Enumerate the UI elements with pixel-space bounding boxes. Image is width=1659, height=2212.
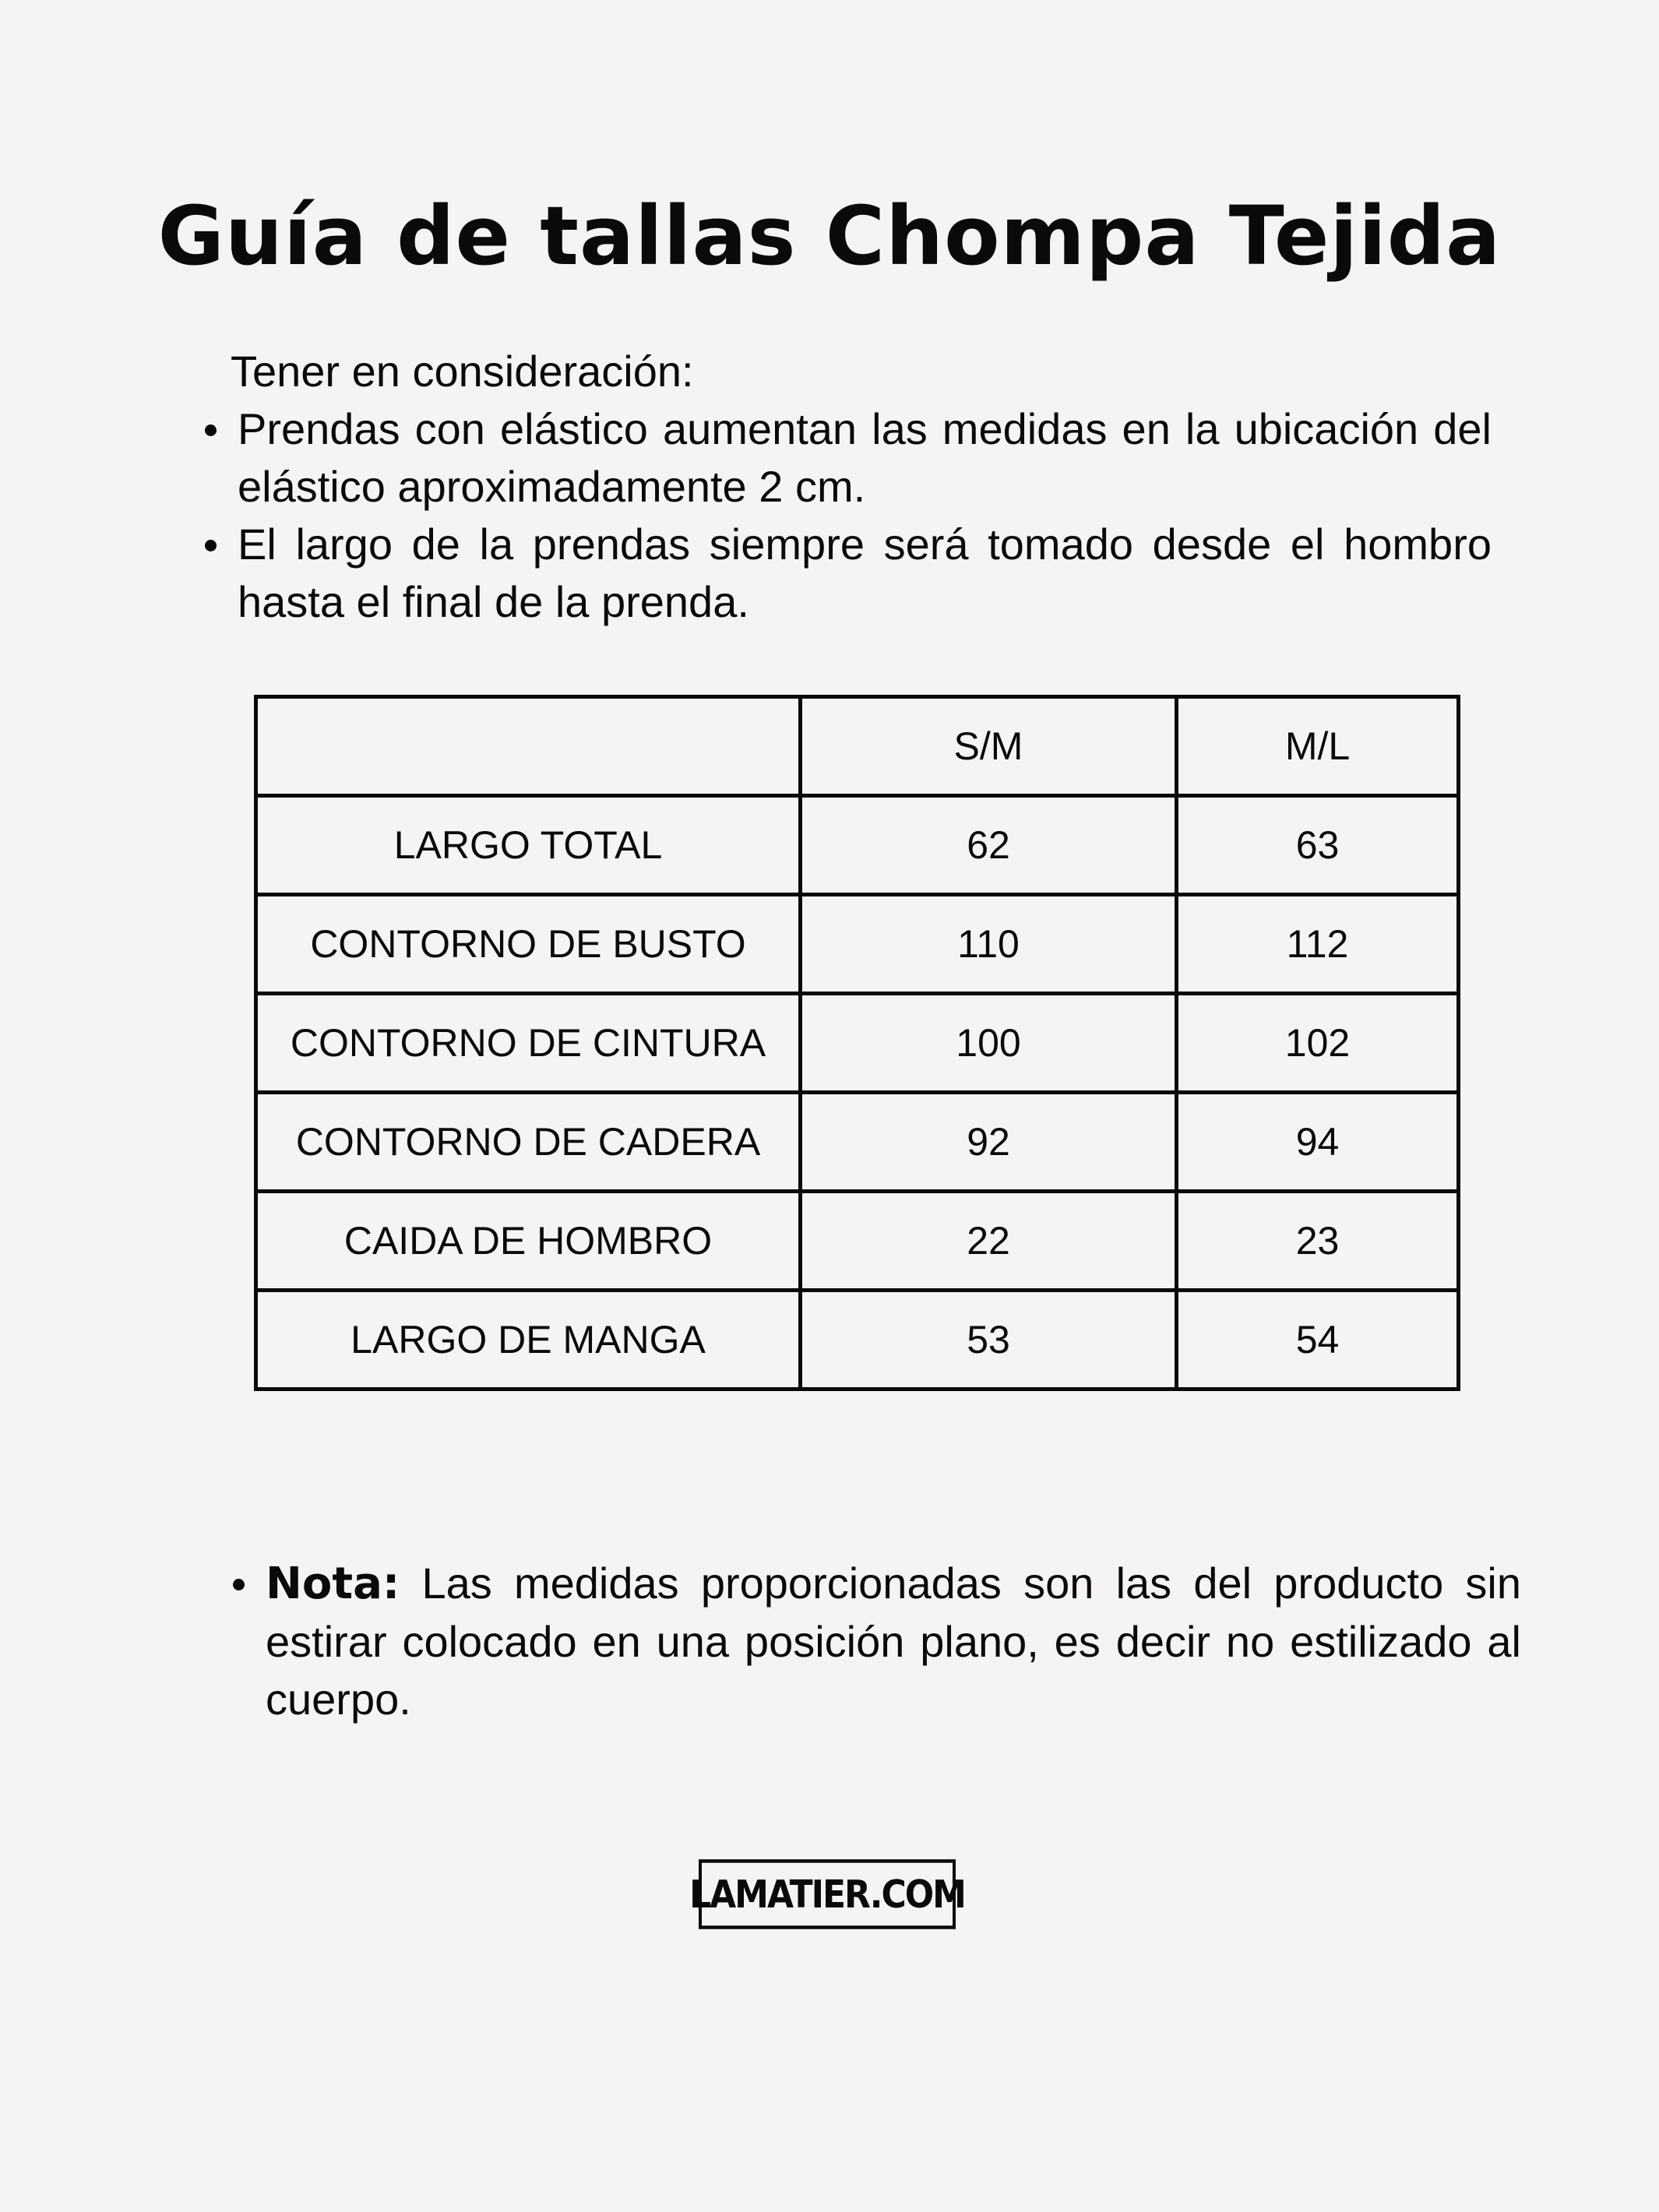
table-row: [256, 1192, 1459, 1291]
note-paragraph: [266, 1555, 1521, 1728]
size-table: [254, 695, 1460, 1391]
table-cell-measure: CAIDA DE HOMBRO: [256, 1192, 801, 1291]
list-item: Prendas con elástico aumentan las medidas en la ubicación del elástico aproximadamente 2 cm.: [238, 400, 1492, 516]
considerations-list: [238, 400, 1492, 631]
table-header-cell: S/M: [801, 697, 1177, 796]
table-cell-measure: LARGO DE MANGA: [256, 1291, 801, 1390]
table-cell-value: 53: [801, 1291, 1177, 1390]
table-cell-value: 112: [1177, 895, 1459, 994]
page-title: Guía de tallas Chompa Tejida: [157, 188, 1502, 284]
table-cell-measure: CONTORNO DE CINTURA: [256, 994, 801, 1093]
table-header-cell: [256, 697, 801, 796]
table-row: [256, 994, 1459, 1093]
note-label: Nota:: [266, 1559, 400, 1609]
table-cell-value: 92: [801, 1093, 1177, 1192]
table-cell-value: 22: [801, 1192, 1177, 1291]
table-row: [256, 1093, 1459, 1192]
website-logo: LAMATIER.COM: [699, 1859, 956, 1929]
table-row: [256, 1291, 1459, 1390]
table-cell-value: 102: [1177, 994, 1459, 1093]
note-text: Las medidas proporcionadas son las del producto sin estirar colocado en una posición plano, es decir no estilizado al cuerpo.: [266, 1559, 1521, 1724]
table-cell-value: 23: [1177, 1192, 1459, 1291]
table-cell-value: 100: [801, 994, 1177, 1093]
table-header-row: [256, 697, 1459, 796]
table-cell-value: 62: [801, 796, 1177, 895]
table-cell-value: 54: [1177, 1291, 1459, 1390]
table-cell-measure: LARGO TOTAL: [256, 796, 801, 895]
list-item: El largo de la prendas siempre será tomado desde el hombro hasta el final de la prenda.: [238, 516, 1492, 631]
table-cell-measure: CONTORNO DE CADERA: [256, 1093, 801, 1192]
table-cell-measure: CONTORNO DE BUSTO: [256, 895, 801, 994]
intro-text: Tener en consideración:: [231, 347, 694, 396]
table-cell-value: 63: [1177, 796, 1459, 895]
table-row: [256, 895, 1459, 994]
table-row: [256, 796, 1459, 895]
table-header-cell: M/L: [1177, 697, 1459, 796]
table-cell-value: 110: [801, 895, 1177, 994]
table-cell-value: 94: [1177, 1093, 1459, 1192]
